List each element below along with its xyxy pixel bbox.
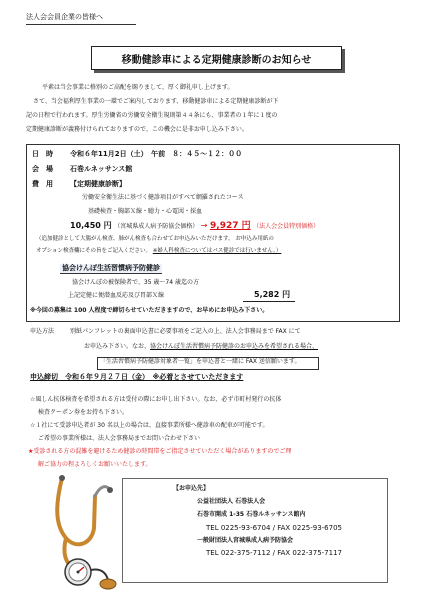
contact-heading: 【お申込先】 (173, 485, 210, 492)
option-note-1 (36, 236, 274, 243)
contact-address-1: 石巻市開成 1-35 石巻ルネッサンス館内 (197, 511, 306, 518)
note-1a: ☆風しん抗体検査を希望される方は受付の際にお申し出下さい。なお、必ず市町村発行の抗体 (30, 396, 282, 403)
option-note-1b: お申込み用紙の (235, 236, 274, 242)
contact-tel-2: TEL 022-375-7112 / FAX 022-375-7117 (206, 549, 343, 557)
kenpo-label: 協会けんぽ生活習慣病予防健診 (62, 264, 160, 272)
date-value: 令和６年11月2日（土） 午前 ８：４５～１２：００ (70, 150, 243, 158)
apply-deadline: 申込締切 令和６年９月２７日（金） ※必着とさせていただきます (30, 373, 244, 381)
cost-desc: 労働安全衛生法に基づく健診項目がすべて網羅されたコース (82, 194, 244, 201)
date-key: 日 時 (32, 150, 53, 158)
method-line-2 (84, 343, 318, 351)
method-line-2b: 協会けんぽ生活習慣病予防健診のお申込みを希望される場合、 (150, 343, 319, 350)
kenpo-price-underline (243, 301, 295, 302)
option-note-2 (36, 248, 281, 255)
page-title: 移動健診車による定期健康診断のお知らせ (91, 46, 342, 70)
option-note-2a: オプション検査欄にその旨をご記入ください。 (36, 248, 152, 254)
cost-key: 費 用 (32, 180, 53, 188)
price-regular: 10,450 円 (70, 221, 112, 230)
price-special-note: （法人会会員特別価格） (253, 223, 320, 230)
note-2b: ご希望の事業所様は、法人会事務局までお問い合わせ下さい (38, 435, 201, 442)
intro-line-4: 定期健康診断が義務付けられておりますので、この機会に是非お申し込み下さい。 (26, 126, 248, 133)
kenpo-line-2: 上記定健に便潜血反応及び胃部Ｘ線 (68, 292, 165, 299)
note-2a: ☆１社にて受診申込者が 30 名以上の場合は、直接事業所様へ健診車の配車が可能です。 (30, 422, 269, 429)
price-row (70, 221, 319, 231)
kenpo-price: 5,282 円 (254, 290, 291, 299)
kenpo-line-1: 協会けんぽの被保険者で、35 歳～74 歳迄の方 (72, 279, 199, 286)
price-special: 9,927 円 (210, 221, 251, 231)
cost-items: 基礎検査・胸部Ｘ線・聴力・心電図・採血 (88, 208, 203, 215)
stethoscope-icon (40, 472, 120, 590)
method-line-1: 別紙パンフレットの裏面申込書に必要事項をご記入の上、法人会事務局まで FAX にて (70, 328, 301, 335)
venue-value: 石巻ルネッサンス館 (70, 165, 133, 173)
cost-section: 【定期健康診断】 (70, 180, 126, 188)
method-key: 申込方法 (30, 328, 55, 335)
method-line-2a: お申込み下さい。なお、 (84, 343, 151, 350)
intro-line-1: 平素は当会事業に格別のご高配を賜りまして、厚く御礼申し上げます。 (42, 84, 234, 91)
intro-line-3: 記の日程で行われます。厚生労働省の労働安全衛生規則第４４条にも、事業者の１年に１度の (26, 112, 278, 119)
price-regular-note: （宮城県成人病予防協会価格） (114, 223, 199, 230)
note-3b: 解ご協力の程よろしくお願いいたします。 (38, 461, 152, 468)
note-3a: ★受診される方の混雑を避けるため健診の時間帯をご指定させていただく場合がありますのでご理 (28, 448, 292, 455)
contact-org-2: 一般財団法人宮城県成人病予防協会 (197, 537, 294, 544)
intro-line-2: さて、当会福利厚生事業の一環でご案内しております、移動健診車による定期健康診断が下 (33, 98, 279, 105)
price-arrow: → (200, 221, 208, 230)
deadline-note: ※今回の募集は 100 人程度で締切らせていただきますので、お早めにお申込み下さい。 (30, 307, 269, 314)
header-underline (26, 24, 136, 25)
option-note-2b: ※婦人科検査についてはバス健診では行いません。） (152, 248, 282, 254)
contact-tel-1: TEL 0225-93-6704 / FAX 0225-93-6705 (206, 524, 343, 532)
header-label: 法人会会員企業の皆様へ (26, 13, 103, 21)
contact-org-1: 公益社団法人 石巻法人会 (197, 498, 266, 505)
option-note-1a: （追加健診として大腸がん検査、肺がん検査も合わせてお申込みいただけます。 (36, 236, 234, 242)
method-line-3: 「生活習慣病予防健診対象者一覧」を申込書と一緒に FAX 送信願います。 (100, 358, 301, 365)
note-1b: 検査クーポン券をお持ち下さい。 (38, 409, 129, 416)
venue-key: 会 場 (32, 165, 53, 173)
